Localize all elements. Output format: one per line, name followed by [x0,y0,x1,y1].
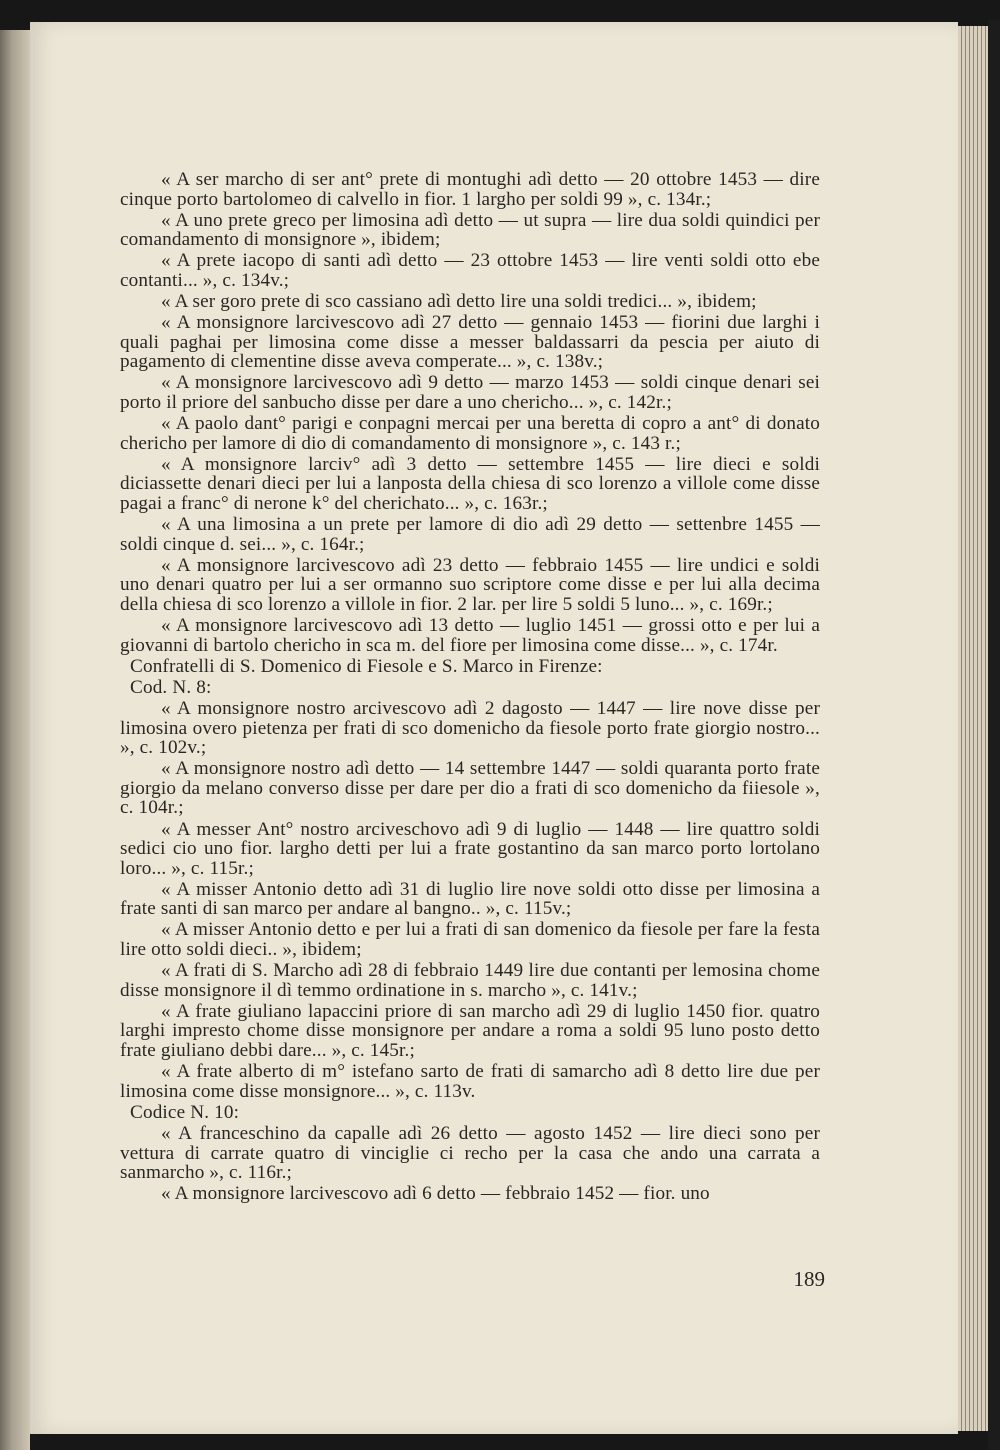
book-binding-edge [0,30,30,1450]
archival-entry: « A misser Antonio detto adì 31 di luglio lire nove soldi otto disse per limosina a frate santi di san marco per andare al bangno.. », c. 115v.; [120,878,820,920]
section-heading: Confratelli di S. Domenico di Fiesole e S. Marco in Firenze: [130,655,603,677]
archival-entry: « A monsignore larciv° adì 3 detto — settembre 1455 — lire dieci e soldi diciassette denari dieci per lui a lanposta della chiesa di sco lorenzo a villole come disse pagai a franc° di nerone k° del cherichato... », c. 163r.; [120,453,820,514]
archival-entry: « A monsignore larcivescovo adì 13 detto — luglio 1451 — grossi otto e per lui a giovanni di bartolo chericho in sca m. del fiore per limosina come disse... », c. 174r. [120,615,820,656]
archival-entry: « A ser marcho di ser ant° prete di montughi adì detto — 20 ottobre 1453 — dire cinque porto bartolomeo di calvello in fior. 1 largho per soldi 99 », c. 134r.; [120,169,820,210]
archival-entry: « A frate alberto di m° istefano sarto de frati di samarcho adì 8 detto lire due per limosina come disse monsignore... », c. 113v. [120,1061,820,1102]
archival-entry: « A monsignore nostro arcivescovo adì 2 dagosto — 1447 — lire nove disse per limosina overo pietenza per frati di sco domenicho da fiesole porto frate giorgio nostro... », c. 102v.; [120,697,820,759]
archival-entry: « A monsignore larcivescovo adì 9 detto — marzo 1453 — soldi cinque denari sei porto il priore del sanbucho disse per dare a uno chericho... », c. 142r.; [120,372,820,414]
archival-entry: « A messer Ant° nostro arciveschovo adì 9 di luglio — 1448 — lire quattro soldi sedici cio uno fior. largho detti per lui a frate gostantino da san marco porto lortolano loro... », c. 115r.; [120,818,820,879]
page-number: 189 [793,1267,825,1291]
archival-entry: « A frate giuliano lapaccini priore di san marcho adì 29 di luglio 1450 fior. quatro larghi impresto chome disse monsignore per andare a roma a soldi 95 luno posto detto frate giuliano debbi dare... », c. 145r.; [120,1000,820,1062]
page-body-text [120,170,820,1205]
archival-entry: « A paolo dant° parigi e conpagni mercai per una beretta di copro a ant° di donato chericho per lamore di dio di comandamento di monsignore », c. 143 r.; [120,413,820,454]
scan-border [988,20,1000,1450]
archival-entry: « A franceschino da capalle adì 26 detto — agosto 1452 — lire dieci sono per vettura di carrate quatro di vinciglie ci recho per la casa che ando una carrata a sanmarcho », c. 116r.; [120,1122,820,1184]
archival-entry: « A prete iacopo di santi adì detto — 23 ottobre 1453 — lire venti soldi otto ebe contanti... », c. 134v.; [120,250,820,291]
archival-entry: « A ser goro prete di sco cassiano adì detto lire una soldi tredici... », ibidem; [161,291,757,313]
archival-entry: « A misser Antonio detto e per lui a frati di san domenico da fiesole per fare la festa lire otto soldi dieci.. », ibidem; [120,919,820,961]
section-heading: Codice N. 10: [130,1101,240,1123]
page-stack-edges [958,26,988,1431]
archival-entry: « A monsignore larcivescovo adì 23 detto — febbraio 1455 — lire undici e soldi uno denari quatro per lui a ser ormanno suo scriptore come disse e per lui alla decima della chiesa di sco lorenzo a villole in fior. 2 lar. per lire 5 soldi 5 luno... », c. 169r.; [120,554,820,615]
archival-entry: « A uno prete greco per limosina adì detto — ut supra — lire dua soldi quindici per comandamento di monsignore », ibidem; [120,209,820,251]
archival-entry: « A una limosina a un prete per lamore di dio adì 29 detto — settenbre 1455 — soldi cinque d. sei... », c. 164r.; [120,514,820,555]
section-heading: Cod. N. 8: [130,676,212,698]
archival-entry: « A monsignore nostro adì detto — 14 settembre 1447 — soldi quaranta porto frate giorgio da melano converso disse per dare per dio a frati di sco domenicho da fiiesole », c. 104r.; [120,758,820,819]
archival-entry: « A frati di S. Marcho adì 28 di febbraio 1449 lire due contanti per lemosina chome disse monsignore il dì temmo ordinatione in s. marcho », c. 141v.; [120,960,820,1001]
archival-entry: « A monsignore larcivescovo adì 27 detto — gennaio 1453 — fiorini due larghi i quali paghai per limosina come disse a messer baldassarri da pescia per aiuto di pagamento di clementine disse aveva comperate... », c. 138v.; [120,312,820,373]
archival-entry: « A monsignore larcivescovo adì 6 detto — febbraio 1452 — fior. uno [161,1183,710,1205]
